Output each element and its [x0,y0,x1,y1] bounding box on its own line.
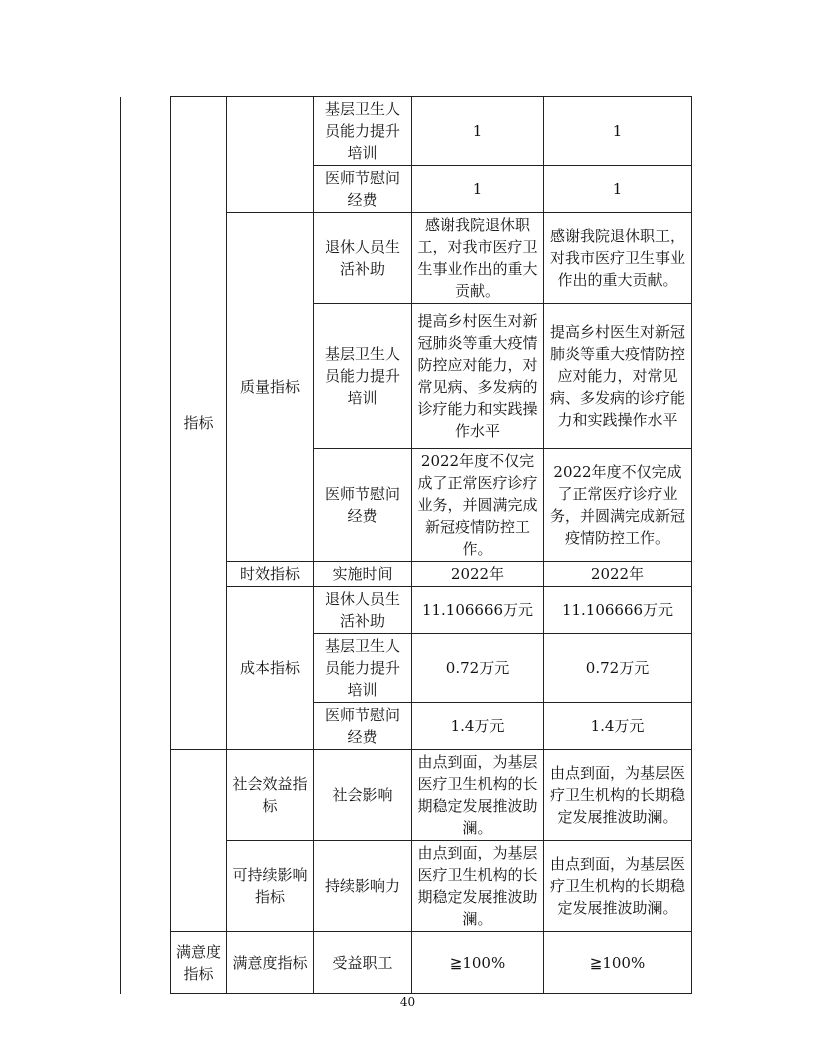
satisfaction-label: 满意度指标 [227,932,314,994]
q2-target: 提高乡村医生对新冠肺炎等重大疫情防控应对能力，对常见病、多发病的诊疗能力和实践操作水平 [412,304,544,449]
q3-actual: 2022年度不仅完成了正常医疗诊疗业务，并圆满完成新冠疫情防控工作。 [544,449,692,562]
q2-item: 基层卫生人员能力提升培训 [314,304,412,449]
q3-item: 医师节慰问经费 [314,449,412,562]
c2-item: 基层卫生人员能力提升培训 [314,634,412,703]
social-target: 由点到面，为基层医疗卫生机构的长期稳定发展推波助澜。 [412,750,544,841]
r2-item: 医师节慰问经费 [314,166,412,213]
q2-actual: 提高乡村医生对新冠肺炎等重大疫情防控应对能力，对常见病、多发病的诊疗能力和实践操作水平 [544,304,692,449]
c3-actual: 1.4万元 [544,703,692,750]
social-label: 社会效益指标 [227,750,314,841]
c3-item: 医师节慰问经费 [314,703,412,750]
q1-target: 感谢我院退休职工，对我市医疗卫生事业作出的重大贡献。 [412,213,544,304]
time-target: 2022年 [412,562,544,587]
time-label: 时效指标 [227,562,314,587]
table-row [121,932,692,994]
r1-item: 基层卫生人员能力提升培训 [314,97,412,166]
satisfaction-item: 受益职工 [314,932,412,994]
c3-target: 1.4万元 [412,703,544,750]
sustain-actual: 由点到面，为基层医疗卫生机构的长期稳定发展推波助澜。 [544,841,692,932]
satisfaction-level2: 满意度指标 [171,932,227,994]
sustain-item: 持续影响力 [314,841,412,932]
level2-output-label: 指标 [171,97,227,750]
c1-actual: 11.106666万元 [544,587,692,634]
r2-target: 1 [412,166,544,213]
r1-actual: 1 [544,97,692,166]
level3-quantity-cell [227,97,314,213]
q1-actual: 感谢我院退休职工，对我市医疗卫生事业作出的重大贡献。 [544,213,692,304]
time-item: 实施时间 [314,562,412,587]
sustain-label: 可持续影响指标 [227,841,314,932]
level2-effect-cell [171,750,227,932]
q1-item: 退休人员生活补助 [314,213,412,304]
cost-label: 成本指标 [227,587,314,750]
satisfaction-actual: ≧100% [544,932,692,994]
c1-item: 退休人员生活补助 [314,587,412,634]
social-item: 社会影响 [314,750,412,841]
time-actual: 2022年 [544,562,692,587]
r1-target: 1 [412,97,544,166]
c2-actual: 0.72万元 [544,634,692,703]
social-actual: 由点到面，为基层医疗卫生机构的长期稳定发展推波助澜。 [544,750,692,841]
table-row [121,97,692,166]
c1-target: 11.106666万元 [412,587,544,634]
quality-label: 质量指标 [227,213,314,562]
q3-target: 2022年度不仅完成了正常医疗诊疗业务，并圆满完成新冠疫情防控工作。 [412,449,544,562]
performance-indicator-table [120,96,692,994]
page-number: 40 [399,995,416,1009]
level1-cell [121,97,171,994]
r2-actual: 1 [544,166,692,213]
table-row [121,750,692,841]
c2-target: 0.72万元 [412,634,544,703]
satisfaction-target: ≧100% [412,932,544,994]
sustain-target: 由点到面，为基层医疗卫生机构的长期稳定发展推波助澜。 [412,841,544,932]
